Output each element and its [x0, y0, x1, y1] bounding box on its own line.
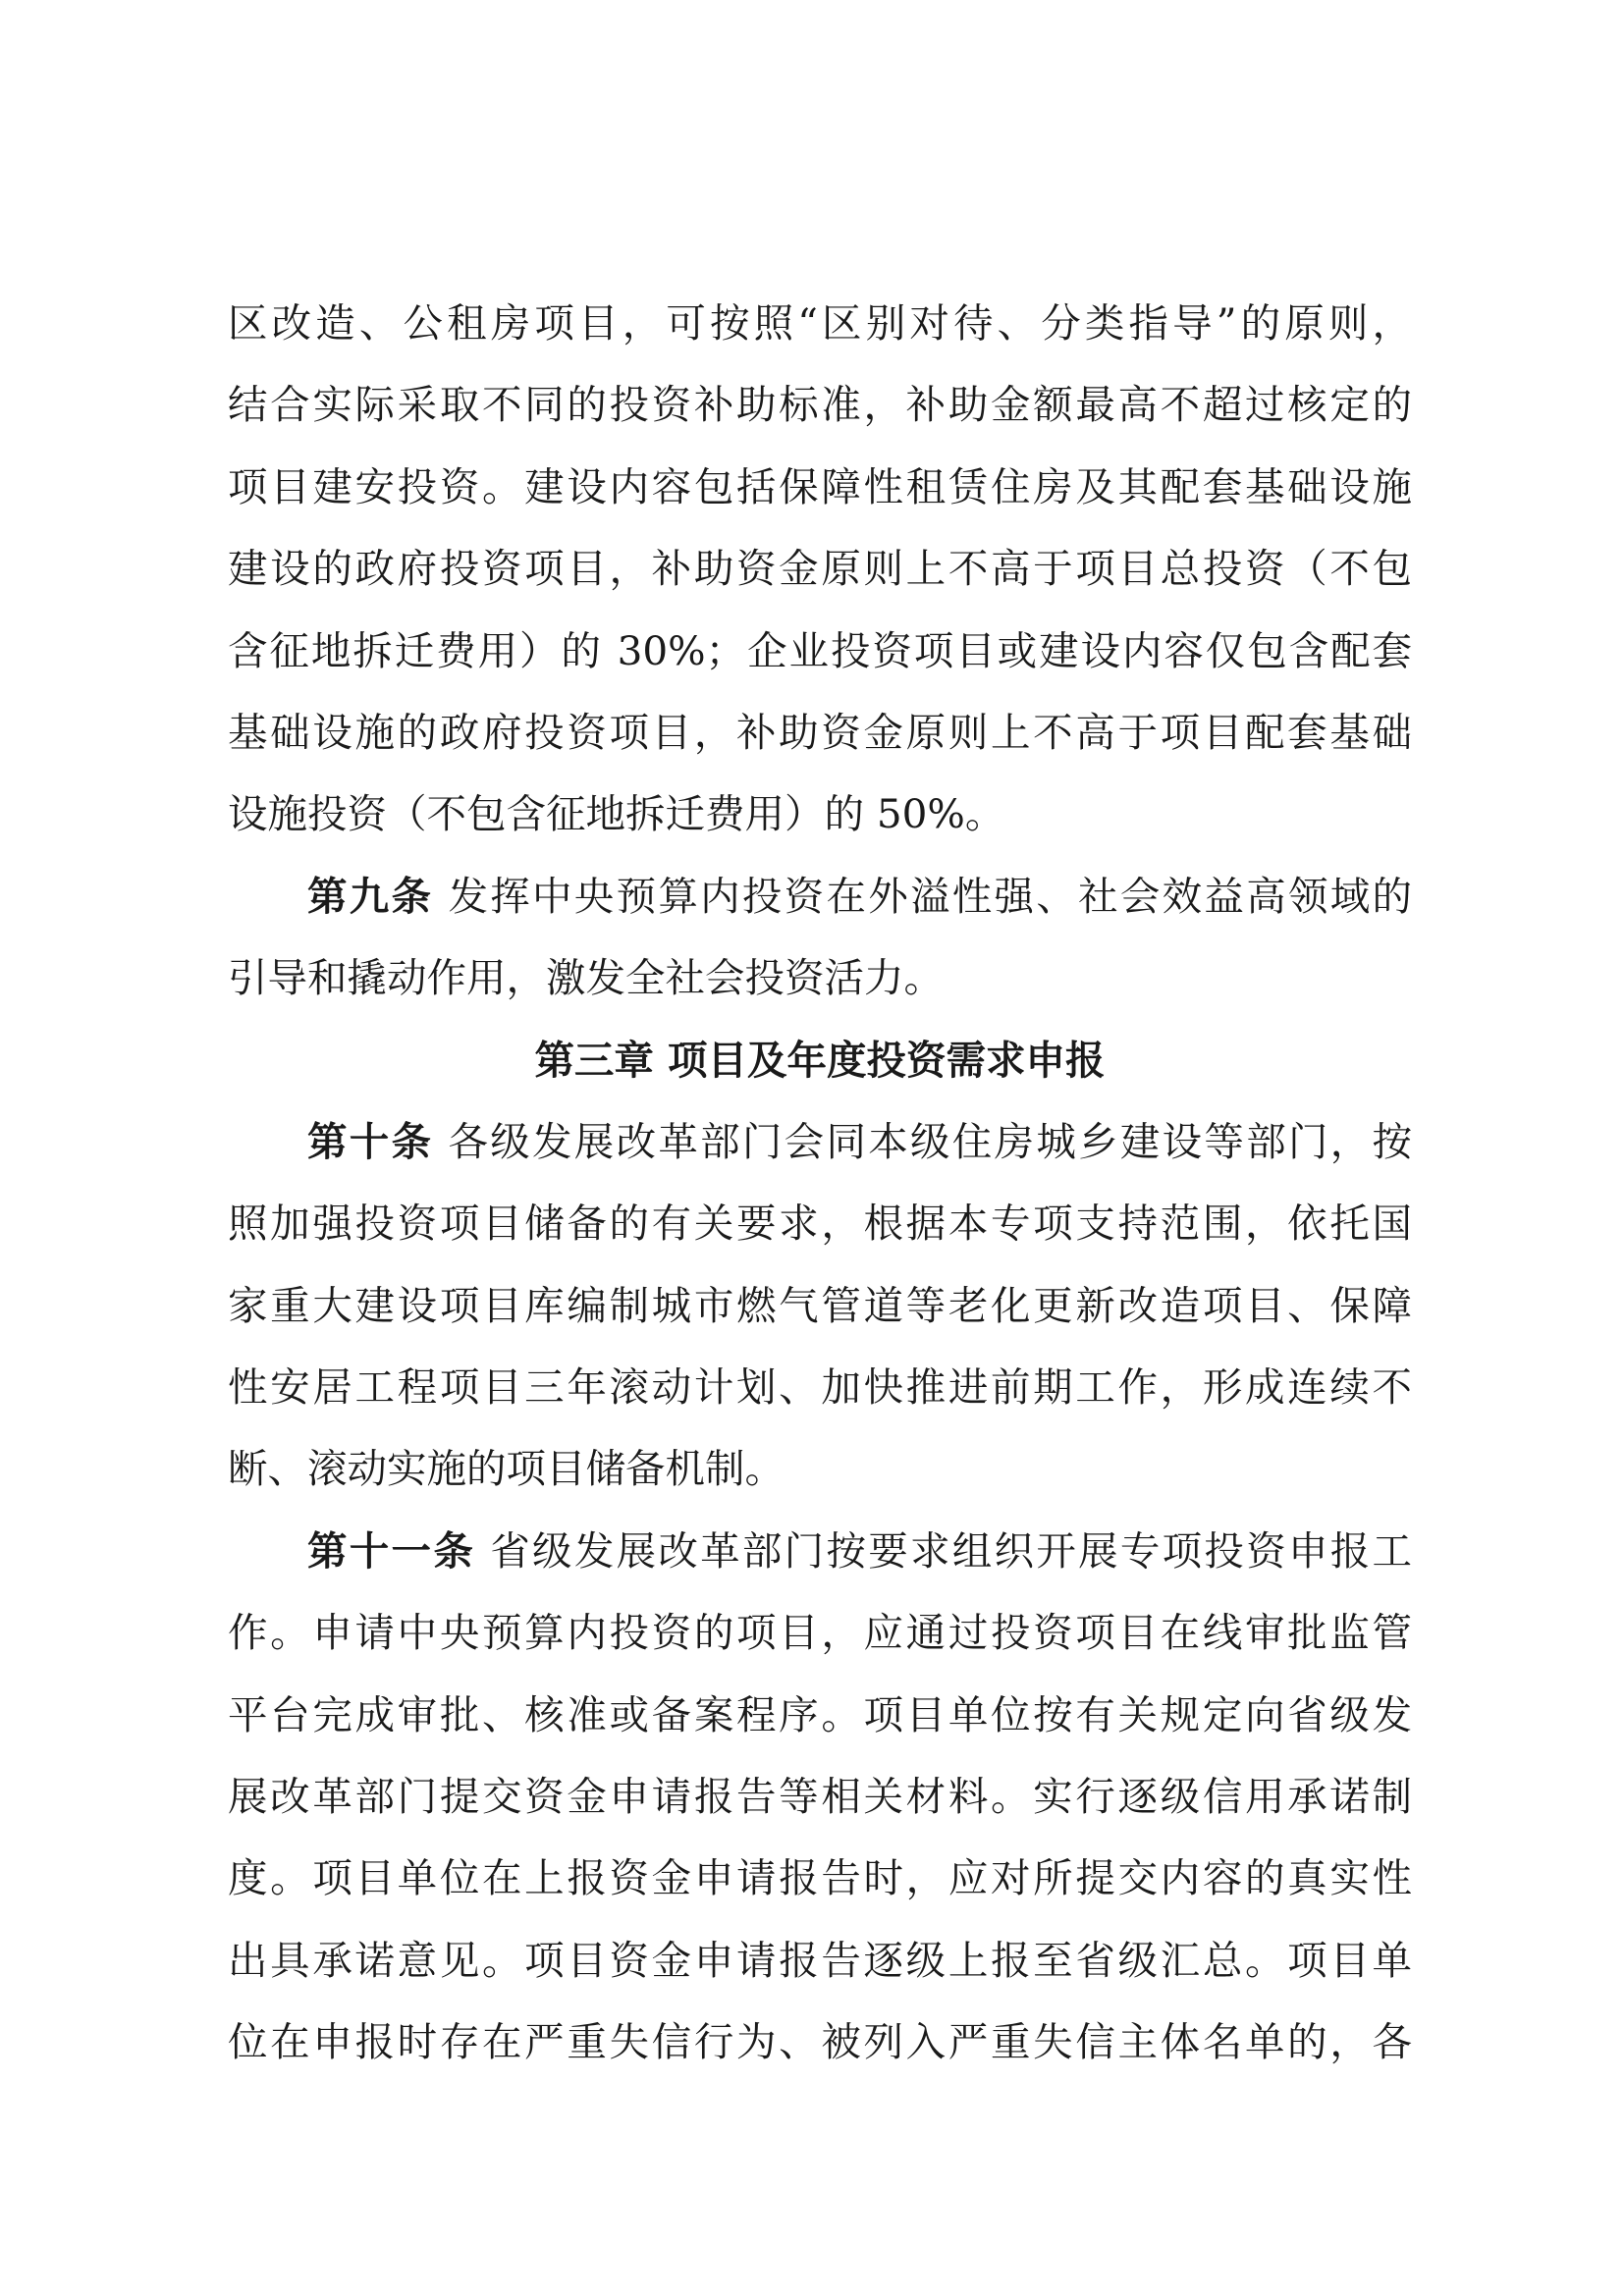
article-9-text: 发挥中央预算内投资在外溢性强、社会效益高领域的	[448, 872, 1413, 920]
paragraph-line: 基础设施的政府投资项目，补助资金原则上不高于项目配套基础	[228, 708, 1412, 756]
paragraph-line: 建设的政府投资项目，补助资金原则上不高于项目总投资（不包	[228, 545, 1412, 593]
paragraph-line: 项目建安投资。建设内容包括保障性租赁住房及其配套基础设施	[228, 462, 1412, 510]
paragraph-line: 含征地拆迁费用）的 30%；企业投资项目或建设内容仅包含配套	[228, 626, 1412, 674]
paragraph-line: 引导和撬动作用，激发全社会投资活力。	[228, 954, 944, 1002]
paragraph-line: 出具承诺意见。项目资金申请报告逐级上报至省级汇总。项目单	[228, 1936, 1412, 1984]
paragraph-line: 位在申报时存在严重失信行为、被列入严重失信主体名单的，各	[228, 2018, 1412, 2066]
article-10-first-line	[228, 1101, 1412, 1183]
paragraph-line: 平台完成审批、核准或备案程序。项目单位按有关规定向省级发	[228, 1690, 1412, 1738]
paragraph-line: 照加强投资项目储备的有关要求，根据本专项支持范围，依托国	[228, 1200, 1412, 1248]
article-11-first-line	[228, 1511, 1412, 1592]
article-9-first-line	[228, 856, 1412, 937]
article-9-label: 第九条	[307, 872, 434, 920]
document-body	[228, 283, 1412, 2084]
paragraph-line: 设施投资（不包含征地拆迁费用）的 50%。	[228, 790, 1005, 838]
chapter-heading: 第三章 项目及年度投资需求申报	[534, 1036, 1106, 1084]
article-10-text: 各级发展改革部门会同本级住房城乡建设等部门，按	[448, 1117, 1413, 1165]
paragraph-line: 性安居工程项目三年滚动计划、加快推进前期工作，形成连续不	[228, 1363, 1412, 1412]
paragraph-line: 展改革部门提交资金申请报告等相关材料。实行逐级信用承诺制	[228, 1773, 1412, 1821]
paragraph-line: 作。申请中央预算内投资的项目，应通过投资项目在线审批监管	[228, 1609, 1412, 1657]
paragraph-line: 家重大建设项目库编制城市燃气管道等老化更新改造项目、保障	[228, 1281, 1412, 1329]
article-11-label: 第十一条	[307, 1526, 476, 1575]
paragraph-line: 断、滚动实施的项目储备机制。	[228, 1445, 785, 1493]
paragraph-line: 度。项目单位在上报资金申请报告时，应对所提交内容的真实性	[228, 1854, 1412, 1902]
article-11-text: 省级发展改革部门按要求组织开展专项投资申报工	[490, 1526, 1413, 1575]
paragraph-line: 结合实际采取不同的投资补助标准，补助金额最高不超过核定的	[228, 381, 1412, 429]
article-10-label: 第十条	[307, 1117, 434, 1165]
paragraph-line: 区改造、公租房项目，可按照“区别对待、分类指导”的原则，	[228, 299, 1412, 347]
